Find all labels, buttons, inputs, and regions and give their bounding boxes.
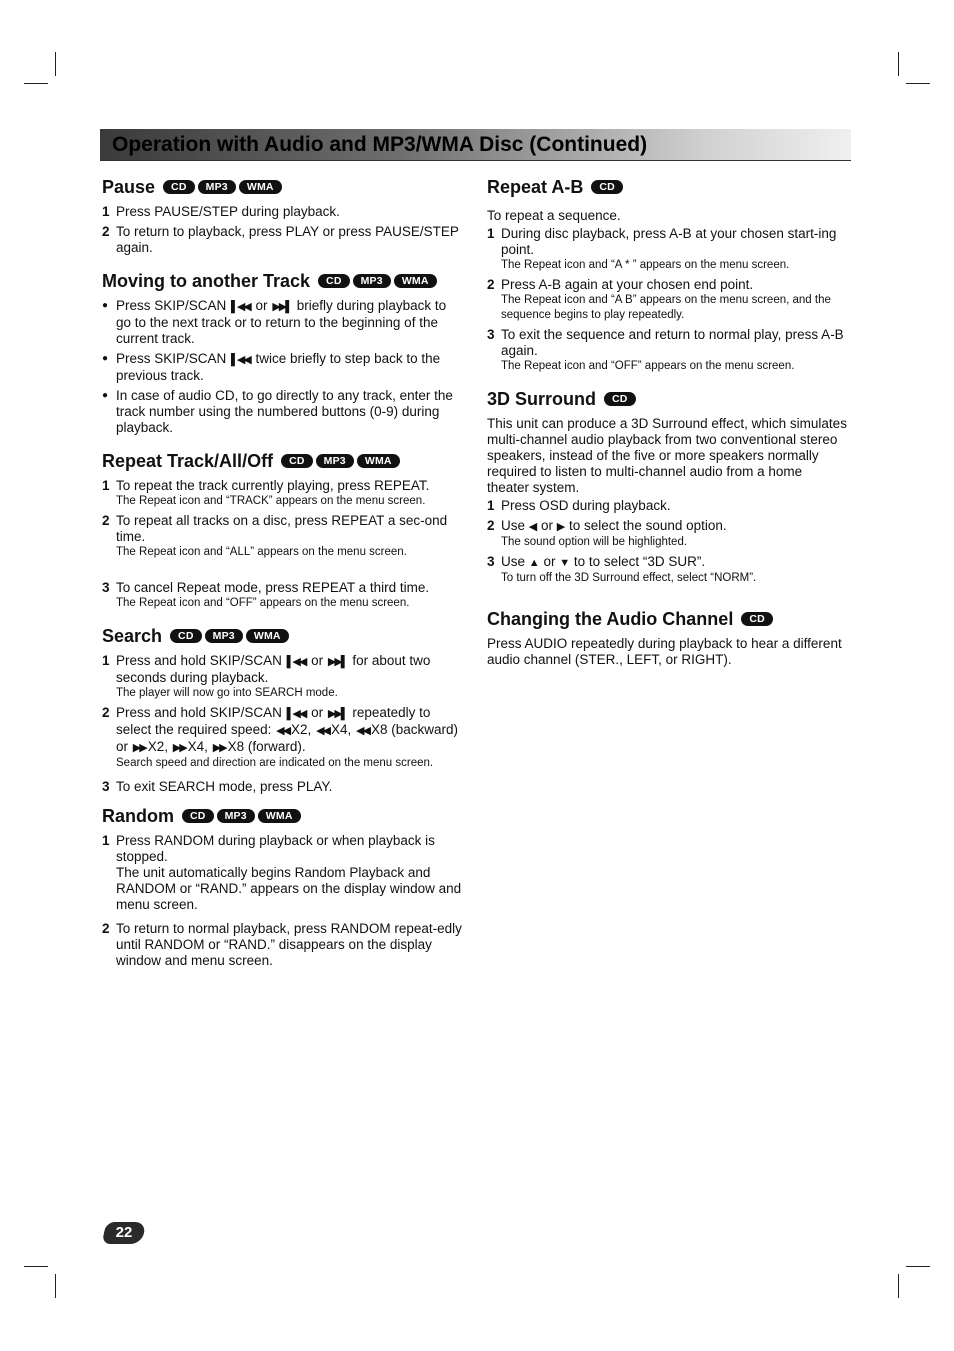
crop-mark xyxy=(55,1274,56,1298)
page-number: 22 xyxy=(115,1224,133,1241)
list-item: 2 To repeat all tracks on a disc, press REPEAT a sec-ond time. The Repeat icon and “ALL” appears on the menu screen. xyxy=(102,513,448,558)
list-item: 3 To exit SEARCH mode, press PLAY. xyxy=(102,779,333,794)
list-item: 1 Press and hold SKIP/SCAN ▌◀◀ or ▶▶▌ for about two seconds during playback. The player will now go into SEARCH mode. xyxy=(102,653,431,699)
section-title: 3D Surround xyxy=(487,389,597,409)
crop-mark xyxy=(24,83,48,84)
cd-badge: CD xyxy=(591,180,623,194)
cd-badge: CD xyxy=(163,180,195,194)
list-item: 1 During disc playback, press A-B at your chosen start-ing point. The Repeat icon and “A * ” appears on the menu screen. xyxy=(487,226,837,271)
list-item: 1 To repeat the track currently playing, press REPEAT. The Repeat icon and “TRACK” appears on the menu screen. xyxy=(102,478,430,507)
search-section xyxy=(102,625,464,795)
wma-badge: WMA xyxy=(246,629,289,643)
wma-badge: WMA xyxy=(258,809,301,823)
cd-badge: CD xyxy=(170,629,202,643)
mp3-badge: MP3 xyxy=(198,180,236,194)
mp3-badge: MP3 xyxy=(217,809,255,823)
section-title: Search xyxy=(102,626,163,646)
cd-badge: CD xyxy=(281,454,313,468)
cd-badge: CD xyxy=(318,274,350,288)
repeat-track-section xyxy=(102,450,464,611)
skip-previous-icon: ▌◀◀ xyxy=(286,656,306,668)
section-title: Random xyxy=(102,806,174,826)
intro-text: To repeat a sequence. xyxy=(487,208,621,223)
crop-mark xyxy=(898,1274,899,1298)
rewind-icon: ◀◀ xyxy=(356,725,369,737)
cd-badge: CD xyxy=(604,392,636,406)
list-item: 2 To return to playback, press PLAY or press PAUSE/STEP again. xyxy=(102,224,459,255)
repeat-ab-section xyxy=(487,176,847,374)
bullet-icon: ● xyxy=(102,353,109,364)
list-item: 3 Use ▲ or ▼ to to select “3D SUR”. To turn off the 3D Surround effect, select “NORM”. xyxy=(487,554,757,584)
list-item: 2 Press and hold SKIP/SCAN ▌◀◀ or ▶▶▌ repeatedly to select the required speed: ◀◀ X2, ◀◀ X4, ◀◀ X8 (backward) or ▶▶ X2, ▶▶ X4, ▶▶ X8 (forward). Search speed and direction are indicated on the menu screen. xyxy=(102,705,459,769)
fast-forward-icon: ▶▶ xyxy=(132,742,146,754)
body-text: Press AUDIO repeatedly during playback to hear a different audio channel (STER., LEFT, or RIGHT). xyxy=(487,636,842,667)
crop-mark xyxy=(906,83,930,84)
section-title: Moving to another Track xyxy=(102,271,311,291)
page-number-badge xyxy=(102,1222,147,1244)
moving-section xyxy=(102,270,464,436)
crop-mark xyxy=(24,1266,48,1267)
list-item: 1 Press OSD during playback. xyxy=(487,498,671,513)
list-item: 3 To exit the sequence and return to normal play, press A-B again. The Repeat icon and “OFF” appears on the menu screen. xyxy=(487,327,844,372)
arrow-right-icon: ▶ xyxy=(556,521,566,533)
bullet-icon: ● xyxy=(102,300,109,311)
crop-mark xyxy=(906,1266,930,1267)
list-item: 3 To cancel Repeat mode, press REPEAT a third time. The Repeat icon and “OFF” appears on the menu screen. xyxy=(102,580,430,609)
wma-badge: WMA xyxy=(357,454,400,468)
rewind-icon: ◀◀ xyxy=(276,725,290,737)
bullet-icon: ● xyxy=(102,390,109,401)
left-column xyxy=(102,176,464,973)
crop-mark xyxy=(898,52,899,76)
crop-mark xyxy=(55,52,56,76)
list-item: 1 Press PAUSE/STEP during playback. xyxy=(102,204,340,219)
mp3-badge: MP3 xyxy=(205,629,243,643)
audio-channel-section xyxy=(487,608,847,668)
wma-badge: WMA xyxy=(394,274,437,288)
arrow-up-icon: ▲ xyxy=(528,557,540,569)
section-title: Pause xyxy=(102,177,156,197)
surround-section xyxy=(487,388,847,586)
intro-text: This unit can produce a 3D Surround effect, which simulates multi-channel audio playback from two conventional stereo speakers, instead of the five or more speakers normally required to listen to multi-channel audio from a home theater system. xyxy=(487,416,847,495)
skip-previous-icon: ▌◀◀ xyxy=(286,708,306,720)
mp3-badge: MP3 xyxy=(353,274,391,288)
page-title: Operation with Audio and MP3/WMA Disc (Continued) xyxy=(112,133,648,156)
fast-forward-icon: ▶▶ xyxy=(172,742,186,754)
section-title: Changing the Audio Channel xyxy=(487,609,734,629)
section-title: Repeat Track/All/Off xyxy=(102,451,274,471)
skip-next-icon: ▶▶▌ xyxy=(327,656,347,668)
page-header xyxy=(100,129,851,161)
random-section xyxy=(102,805,464,969)
arrow-down-icon: ▼ xyxy=(559,557,571,569)
section-title: Repeat A-B xyxy=(487,177,584,197)
right-column xyxy=(487,176,847,670)
pause-section xyxy=(102,176,464,256)
list-item: ● In case of audio CD, to go directly to any track, enter the track number using the numbered buttons (0-9) during playback. xyxy=(102,388,453,435)
wma-badge: WMA xyxy=(239,180,282,194)
cd-badge: CD xyxy=(182,809,214,823)
cd-badge: CD xyxy=(741,612,773,626)
list-item: ● Press SKIP/SCAN ▌◀◀ twice briefly to step back to the previous track. xyxy=(102,351,441,383)
fast-forward-icon: ▶▶ xyxy=(212,742,226,754)
list-item: 2 To return to normal playback, press RANDOM repeat-edly until RANDOM or “RAND.” disappears on the display window and menu screen. xyxy=(102,921,462,968)
arrow-left-icon: ◀ xyxy=(528,521,538,533)
list-item: 1 Press RANDOM during playback or when playback is stopped. The unit automatically begins Random Playback and RANDOM or “RAND.” appears on the display window and menu screen. xyxy=(102,833,462,912)
skip-next-icon: ▶▶▌ xyxy=(327,708,347,720)
list-item: 2 Use ◀ or ▶ to select the sound option. The sound option will be highlighted. xyxy=(487,518,727,548)
skip-previous-icon: ▌◀◀ xyxy=(231,301,250,313)
mp3-badge: MP3 xyxy=(316,454,354,468)
list-item: ● Press SKIP/SCAN ▌◀◀ or ▶▶▌ briefly during playback to go to the next track or to return to the beginning of the current track. xyxy=(102,298,447,346)
rewind-icon: ◀◀ xyxy=(316,725,329,737)
skip-previous-icon: ▌◀◀ xyxy=(231,354,250,366)
list-item: 2 Press A-B again at your chosen end point. The Repeat icon and “A B” appears on the menu screen, and the sequence begins to play repeatedly. xyxy=(487,277,831,321)
skip-next-icon: ▶▶▌ xyxy=(272,301,292,313)
